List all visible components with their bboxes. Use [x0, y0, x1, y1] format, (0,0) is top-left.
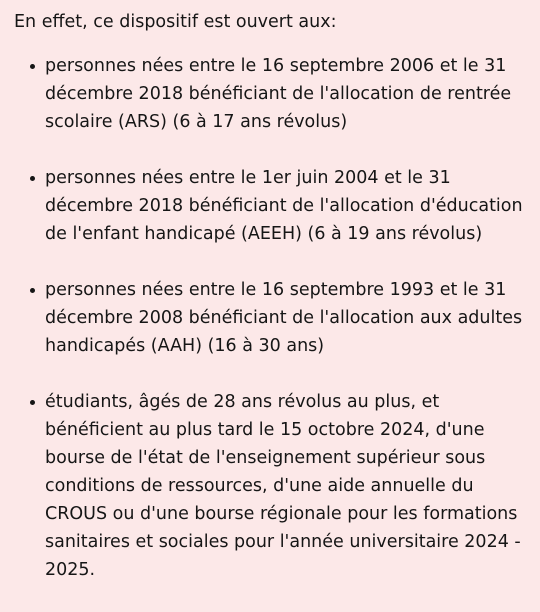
bullet-icon [30, 288, 35, 293]
bullet-icon [30, 64, 35, 69]
intro-text: En effet, ce dispositif est ouvert aux: [14, 12, 337, 32]
list-item-text: étudiants, âgés de 28 ans révolus au plus, et bénéficient au plus tard le 15 octobre 2024, d'une bourse de l'état de l'enseignement supérieur sous conditions de ressources, d'une aide annuelle du CROUS ou d'une bourse régionale pour les formations sanitaires et sociales pour l'année universitaire 2024 - 2025. [45, 392, 521, 580]
list-item [0, 276, 540, 360]
list-item-text: personnes nées entre le 16 septembre 2006 et le 31 décembre 2018 bénéficiant de l'allocation de rentrée scolaire (ARS) (6 à 17 ans révolus) [45, 56, 512, 132]
list-item [0, 164, 540, 248]
list-item-text: personnes nées entre le 16 septembre 1993 et le 31 décembre 2008 bénéficiant de l'allocation aux adultes handicapés (AAH) (16 à 30 ans) [45, 280, 523, 356]
list-item [0, 52, 540, 136]
eligibility-list [0, 52, 540, 612]
list-item [0, 388, 540, 584]
bullet-icon [30, 176, 35, 181]
list-item-text: personnes nées entre le 1er juin 2004 et le 31 décembre 2018 bénéficiant de l'allocation d'éducation de l'enfant handicapé (AEEH) (6 à 19 ans révolus) [45, 168, 523, 244]
bullet-icon [30, 400, 35, 405]
